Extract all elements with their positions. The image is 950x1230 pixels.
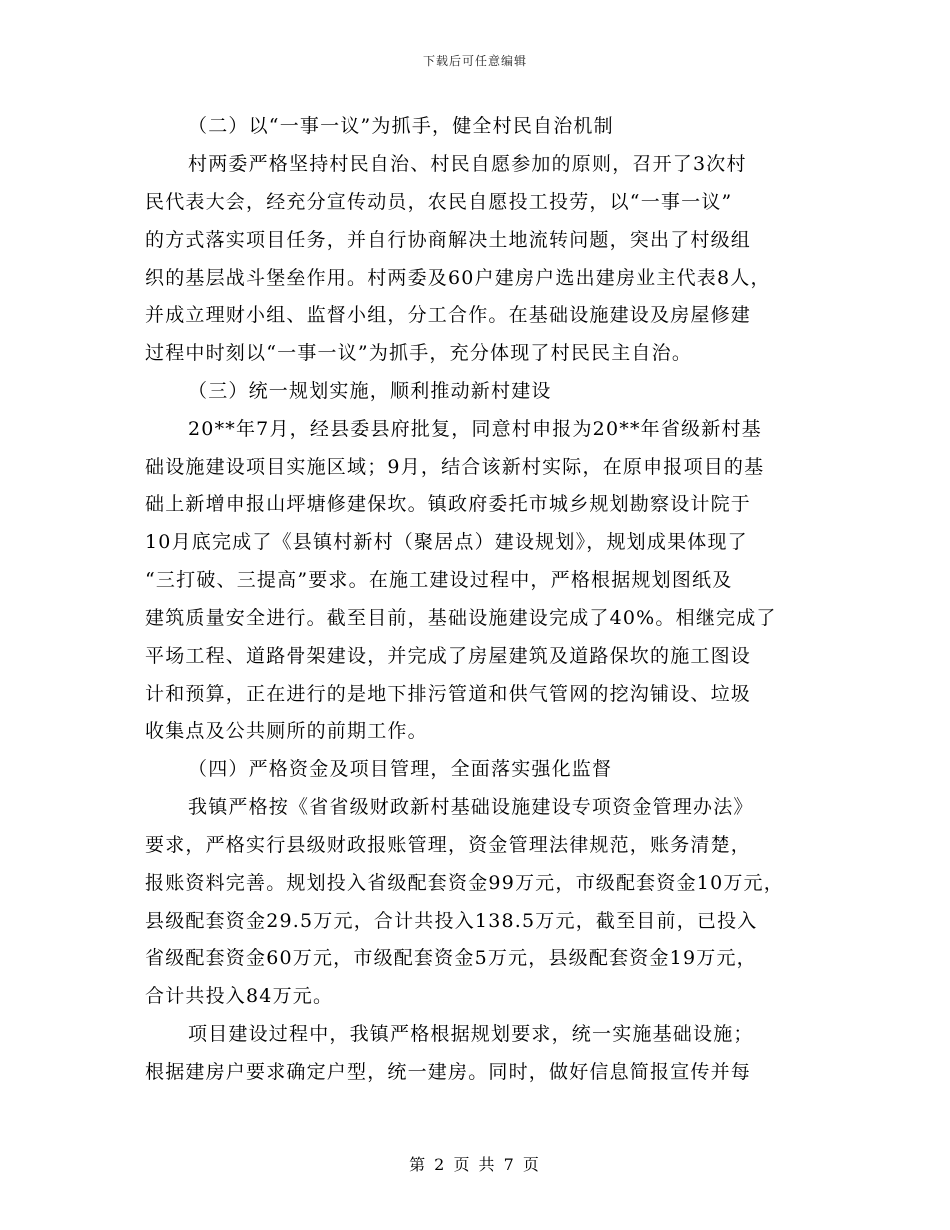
paragraph-line: 省级配套资金60万元，市级配套资金5万元，县级配套资金19万元， [145, 947, 757, 969]
paragraph-line: 础上新增申报山坪塘修建保坎。镇政府委托市城乡规划勘察设计院于 [145, 493, 752, 515]
paragraph-line: 项目建设过程中，我镇严格根据规划要求，统一实施基础设施； [188, 1023, 754, 1045]
paragraph-line: 10月底完成了《县镇村新村（聚居点）建设规划》，规划成果体现了 [145, 531, 748, 553]
page-footer: 第 2 页 共 7 页 [409, 1155, 541, 1174]
paragraph-line: 我镇严格按《省省级财政新村基础设施建设专项资金管理办法》 [188, 796, 754, 818]
paragraph-line: 织的基层战斗堡垒作用。村两委及60户建房户选出建房业主代表8人， [145, 267, 771, 289]
section-heading-3: （三）统一规划实施，顺利推动新村建设 [188, 380, 552, 402]
paragraph-line: 县级配套资金29.5万元，合计共投入138.5万元，截至目前，已投入 [145, 910, 758, 932]
paragraph-line: 民代表大会，经充分宣传动员，农民自愿投工投劳，以“一事一议” [145, 191, 733, 213]
paragraph-line: 村两委严格坚持村民自治、村民自愿参加的原则，召开了3次村 [188, 153, 747, 175]
paragraph-line: 过程中时刻以“一事一议”为抓手，充分体现了村民民主自治。 [145, 342, 693, 364]
paragraph-line: 要求，严格实行县级财政报账管理，资金管理法律规范，账务清楚， [145, 834, 752, 856]
paragraph-line: 根据建房户要求确定户型，统一建房。同时，做好信息简报宣传并每 [145, 1061, 752, 1083]
paragraph-line: 计和预算，正在进行的是地下排污管道和供气管网的挖沟铺设、垃圾 [145, 683, 752, 705]
paragraph-line: 的方式落实项目任务，并自行协商解决土地流转问题，突出了村级组 [145, 229, 752, 251]
section-heading-2: （二）以“一事一议”为抓手，健全村民自治机制 [188, 115, 614, 137]
paragraph-line: 报账资料完善。规划投入省级配套资金99万元，市级配套资金10万元， [145, 872, 784, 894]
paragraph-line: 并成立理财小组、监督小组，分工合作。在基础设施建设及房屋修建 [145, 304, 752, 326]
paragraph-line: 建筑质量安全进行。截至目前，基础设施建设完成了40%。相继完成了 [145, 607, 777, 629]
paragraph-line: 平场工程、道路骨架建设，并完成了房屋建筑及道路保坎的施工图设 [145, 645, 752, 667]
header-note: 下载后可任意编辑 [422, 54, 527, 68]
paragraph-line: 20**年7月，经县委县府批复，同意村申报为20**年省级新村基 [188, 418, 762, 440]
paragraph-line: 收集点及公共厕所的前期工作。 [145, 720, 428, 742]
paragraph-line: 合计共投入84万元。 [145, 985, 334, 1007]
paragraph-line: 础设施建设项目实施区域；9月，结合该新村实际，在原申报项目的基 [145, 456, 765, 478]
section-heading-4: （四）严格资金及项目管理，全面落实强化监督 [188, 758, 613, 780]
paragraph-line: “三打破、三提高”要求。在施工建设过程中，严格根据规划图纸及 [145, 569, 733, 591]
